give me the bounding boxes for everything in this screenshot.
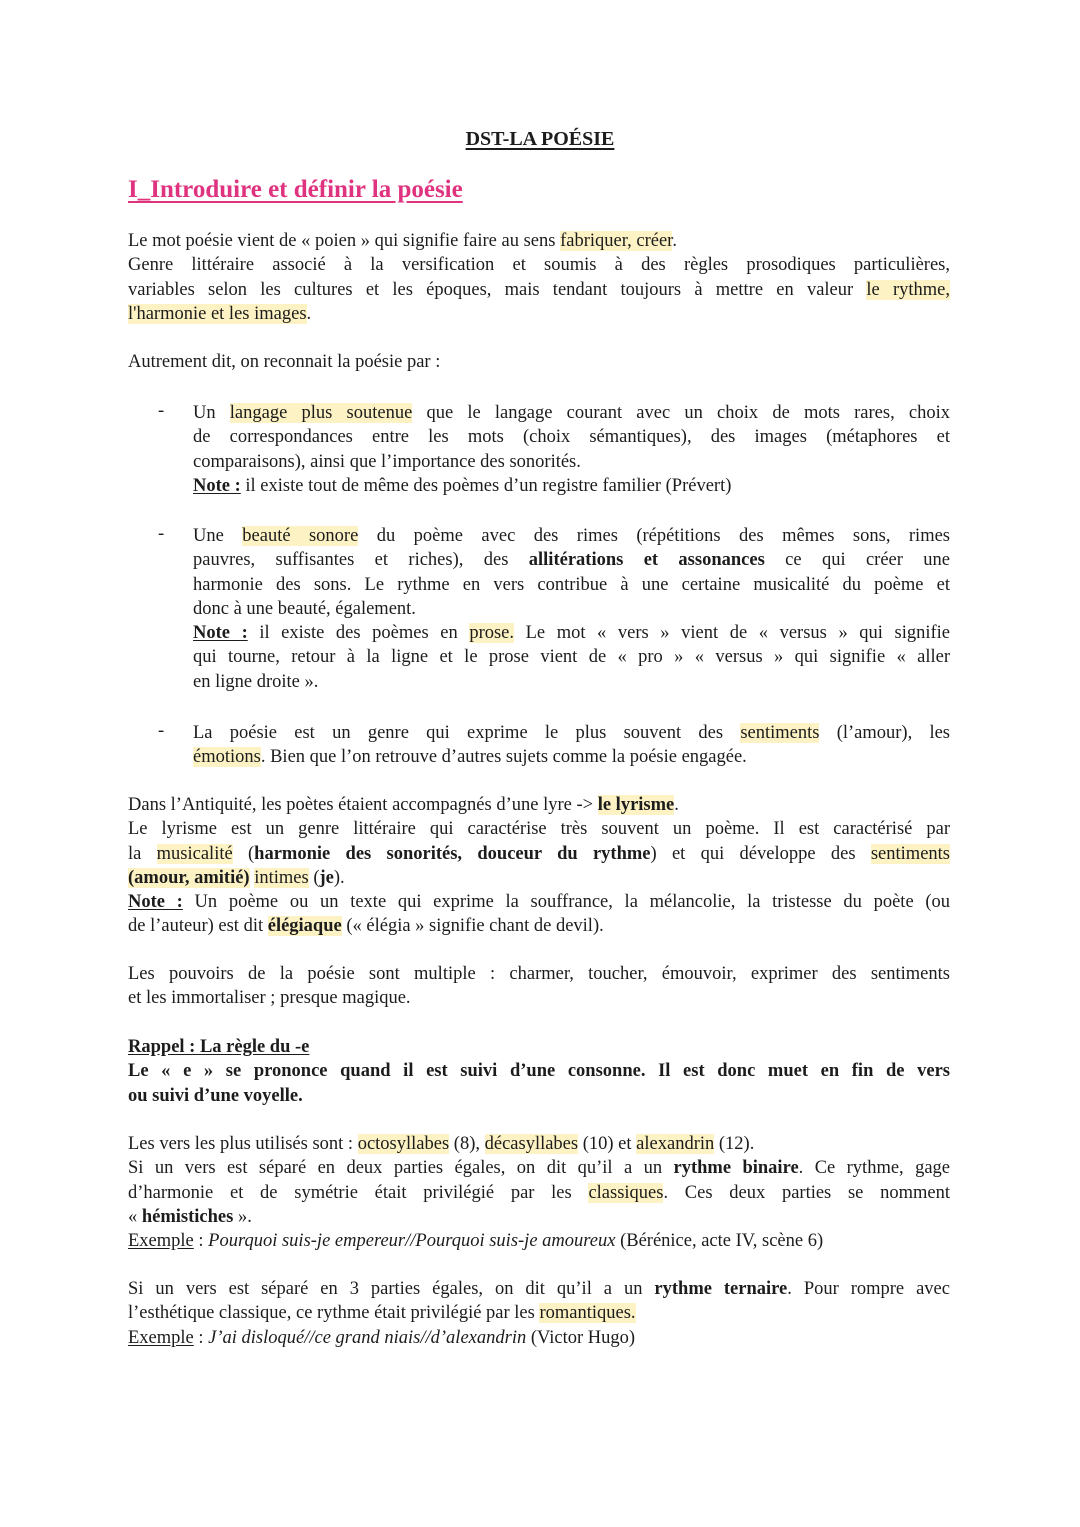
text-run: ).	[333, 867, 345, 888]
text-run: Les vers les plus utilisés sont :	[128, 1134, 358, 1154]
text-run: allitérations et assonances	[528, 550, 765, 571]
text-run	[128, 1205, 950, 1229]
highlight: émotions	[193, 747, 261, 768]
text-run: Le lyrisme est un genre littéraire qui caractérise très souvent un poème. Il est caractérisé par	[128, 819, 950, 840]
text-run	[193, 401, 950, 425]
text-run: d’harmonie et de symétrie était privilégié par les	[128, 1182, 589, 1203]
text-run: (	[308, 867, 320, 888]
text-run: en ligne droite ».	[193, 671, 319, 692]
text-run: il existe tout de même des poèmes d’un registre familier (Prévert)	[240, 475, 732, 496]
note-label: Note :	[193, 623, 248, 644]
text-run: (l’amour), les	[819, 723, 951, 743]
text-run: (	[232, 843, 255, 864]
text-run: rythme binaire	[673, 1158, 799, 1179]
rappel-heading: Rappel : La règle du -e	[128, 1037, 310, 1057]
highlight: élégiaque	[267, 916, 342, 937]
text-run: harmonie des sonorités, douceur du rythme	[254, 843, 651, 864]
text-run: Genre littéraire associé à la versification et soumis à des règles prosodiques particulières,	[128, 255, 950, 276]
text-run: pauvres, suffisantes et riches), des	[193, 550, 529, 571]
text-run: . Bien que l’on retrouve d’autres sujets comme la poésie engagée.	[260, 747, 747, 768]
text-run: Un poème ou un texte qui exprime la souffrance, la mélancolie, la tristesse du poète (ou	[182, 892, 950, 913]
text-run	[128, 914, 950, 938]
text-run: et les immortaliser ; presque magique.	[128, 988, 411, 1009]
text-run: Dans l’Antiquité, les poètes étaient accompagnés d’une lyre ->	[128, 795, 598, 815]
text-run	[128, 1277, 950, 1301]
text-run	[128, 866, 950, 890]
text-run: ou suivi d’une voyelle.	[128, 1085, 303, 1106]
example-label: Exemple	[128, 1327, 194, 1348]
highlight: musicalité	[156, 843, 233, 864]
text-run: harmonie des sons. Le rythme en vers contribue à une certaine musicalité du poème et	[193, 574, 950, 595]
text-run: (Bérénice, acte IV, scène 6)	[615, 1231, 824, 1252]
recognize-line: Autrement dit, on reconnait la poésie par :	[128, 352, 441, 372]
bullet-dash: -	[158, 524, 165, 544]
text-run	[128, 1156, 950, 1180]
highlight: prose.	[469, 623, 515, 644]
text-run: Les pouvoirs de la poésie sont multiple : charmer, toucher, émouvoir, exprimer des sentiments	[128, 964, 950, 984]
highlight: le rythme,	[866, 279, 950, 300]
text-run	[128, 1301, 950, 1325]
text-run: donc à une beauté, également.	[193, 598, 416, 619]
text-run: Si un vers est séparé en 3 parties égales, on dit qu’il a un	[128, 1279, 655, 1299]
text-run: rythme ternaire	[654, 1279, 788, 1299]
text-run: variables selon les cultures et les époques, mais tendant toujours à mettre en valeur	[128, 279, 867, 300]
pouvoirs-paragraph	[128, 962, 950, 1011]
bullet-dash: -	[158, 401, 165, 421]
text-run: du poème avec des rimes (répétitions des mêmes sons, rimes	[358, 526, 950, 546]
text-run: (Victor Hugo)	[526, 1327, 636, 1348]
highlight: langage plus soutenue	[229, 403, 413, 423]
highlight: intimes	[254, 867, 309, 888]
text-run: Une	[193, 526, 243, 546]
highlight: l'harmonie et les images	[128, 303, 307, 324]
text-run: ) et qui développe des	[650, 843, 871, 864]
text-run	[128, 1326, 950, 1350]
page-title: DST-LA POÉSIE	[465, 128, 615, 150]
lyrisme-paragraph	[128, 793, 950, 939]
text-run: . Ces deux parties se nomment	[663, 1182, 950, 1203]
text-run: comparaisons), ainsi que l’importance des sonorités.	[193, 451, 581, 472]
section-heading: I_Introduire et définir la poésie	[128, 176, 463, 203]
text-run: (8),	[449, 1134, 485, 1154]
text-run: .	[674, 795, 679, 815]
text-run: :	[193, 1327, 209, 1348]
text-run: Le mot « vers » vient de « versus » qui signifie	[514, 623, 950, 644]
text-run: ce qui créer une	[764, 550, 951, 571]
note-label: Note :	[128, 892, 183, 913]
text-run: .	[672, 231, 677, 251]
highlight: alexandrin	[636, 1134, 715, 1154]
text-run: l’esthétique classique, ce rythme était privilégié par les	[128, 1303, 540, 1324]
highlight: octosyllabes	[357, 1134, 450, 1154]
text-run: il existe des poèmes en	[247, 623, 470, 644]
highlight: décasyllabes	[484, 1134, 579, 1154]
text-run	[128, 1084, 950, 1108]
text-run: Pourquoi suis-je empereur//Pourquoi suis-je amoureux	[208, 1231, 616, 1252]
text-run	[128, 229, 950, 253]
text-run: «	[128, 1206, 142, 1227]
highlight: le lyrisme	[597, 795, 675, 815]
text-run: . Ce rythme, gage	[798, 1158, 951, 1179]
text-run: :	[193, 1231, 209, 1252]
rappel-box	[128, 1035, 950, 1108]
text-run	[193, 524, 950, 548]
text-run: que le langage courant avec un choix de mots rares, choix	[412, 403, 950, 423]
text-run	[128, 890, 950, 914]
text-run: la	[128, 843, 157, 864]
bullet-item	[193, 401, 950, 498]
highlight: (amour, amitié)	[128, 867, 250, 888]
bullet-item	[193, 721, 950, 770]
text-run: . Pour rompre avec	[787, 1279, 950, 1299]
text-run: de correspondances entre les mots (choix sémantiques), des images (métaphores et	[193, 427, 950, 448]
text-run	[128, 1181, 950, 1205]
text-run	[128, 1229, 950, 1253]
text-run	[128, 278, 950, 302]
vers-paragraph	[128, 1132, 950, 1253]
text-run	[193, 721, 950, 745]
highlight: fabriquer, créer	[560, 231, 673, 251]
text-run: (« élégia » signifie chant de devil).	[341, 916, 604, 937]
ternaire-paragraph	[128, 1277, 950, 1350]
text-run	[128, 1035, 950, 1059]
text-run: .	[306, 303, 312, 324]
text-run	[193, 621, 950, 645]
text-run: J’ai disloqué//ce grand niais//d’alexandrin	[208, 1327, 527, 1348]
highlight: sentiments	[740, 723, 820, 743]
highlight: classiques	[588, 1182, 664, 1203]
highlight: beauté sonore	[242, 526, 359, 546]
text-run: hémistiches	[141, 1206, 234, 1227]
text-run: Le « e » se prononce quand il est suivi d’une consonne. Il est donc muet en fin de vers	[128, 1061, 950, 1082]
text-run	[128, 1132, 950, 1156]
text-run: Si un vers est séparé en deux parties égales, on dit qu’il a un	[128, 1158, 674, 1179]
text-run	[128, 302, 950, 326]
text-run	[128, 1059, 950, 1083]
highlight: romantiques.	[539, 1303, 636, 1324]
text-run: je	[319, 867, 334, 888]
example-label: Exemple	[128, 1231, 194, 1252]
highlight: sentiments	[870, 843, 950, 864]
text-run: Le mot poésie vient de « poien » qui signifie faire au sens	[128, 231, 561, 251]
text-run	[128, 793, 950, 817]
text-run	[193, 474, 950, 498]
note-label: Note :	[193, 475, 241, 496]
text-run: de l’auteur) est dit	[128, 916, 268, 937]
text-run: (12).	[714, 1134, 755, 1154]
text-run	[193, 548, 950, 572]
bullet-dash: -	[158, 721, 165, 741]
text-run	[128, 842, 950, 866]
bullet-item	[193, 524, 950, 694]
intro-paragraph	[128, 229, 950, 326]
text-run	[193, 745, 950, 769]
text-run: (10) et	[578, 1134, 637, 1154]
text-run: qui tourne, retour à la ligne et le prose vient de « pro » « versus » qui signifie « aller	[193, 647, 950, 668]
text-run: Un	[193, 403, 230, 423]
text-run: La poésie est un genre qui exprime le plus souvent des	[193, 723, 741, 743]
text-run: ».	[233, 1206, 252, 1227]
